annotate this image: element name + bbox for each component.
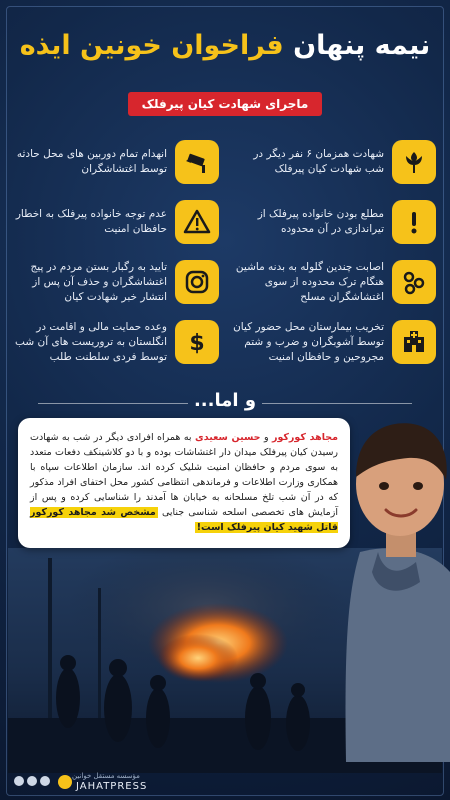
telegram-icon: [14, 776, 24, 786]
dollar-icon: [175, 320, 219, 364]
fact-item: [231, 318, 436, 366]
footer: [10, 772, 440, 794]
web-icon: [40, 776, 50, 786]
fact-text: تایید به رگبار بستن مردم در پیج اغتشاشگران و حذف آن پس از انتشار خبر شهادت کیان: [30, 260, 167, 303]
story-highlight: مشخص شد مجاهد کورکور قاتل شهید کیان پیرفلک است!: [30, 507, 338, 533]
cctv-icon: [175, 140, 219, 184]
fact-text: مطلع بودن خانواده پیرفلک از تیراندازی در آن محدوده: [257, 208, 384, 235]
hospital-icon: [392, 320, 436, 364]
subtitle-wrap: [0, 92, 450, 116]
story-card: [18, 418, 350, 548]
fact-text: انهدام تمام دوربین های محل حادثه توسط اغتشاشگران: [16, 148, 167, 175]
instagram-small-icon: [27, 776, 37, 786]
fact-text: تخریب بیمارستان محل حضور کیان توسط آشوبگران و ضرب و شتم مجروحین و حافظان امنیت: [233, 320, 384, 363]
footer-subtitle: مؤسسه مستقل خوانین: [72, 772, 140, 780]
fact-item: [14, 198, 219, 246]
fact-text: اصابت چندین گلوله به بدنه ماشین هنگام ترک محدوده از سوی اغتشاشگران مسلح: [235, 260, 384, 303]
footer-brand: JAHATPRESS: [76, 781, 148, 792]
fact-item: [231, 138, 436, 186]
warning-icon: [175, 200, 219, 244]
fact-item: [14, 318, 219, 366]
boy-photo: [338, 402, 450, 762]
page-title: [0, 30, 450, 61]
bullets-icon: [392, 260, 436, 304]
social-icons: [14, 776, 50, 786]
story-body: به همراه افرادی دیگر در شب به شهادت رسیدن کیان پیرفلک میدان دار اغتشاشات بوده و با دو کلاشینکف دفعات متعدد به سوی مردم و حافظان امنیت شلیک کرده اند. سازمان اطلاعات سپاه با همکاری وزارت اطلاعات و فرماندهی انتظامی کشور محل اختفای افراد مذکور که در آن شب تلخ مسلحانه به خیابان ها آمدند را شناسایی کرده و پس از آزمایش های تخصصی اسلحه شناسی جنایی: [30, 432, 338, 518]
facts-grid: [14, 138, 436, 370]
fact-text: شهادت همزمان ۶ نفر دیگر در شب شهادت کیان پیرفلک: [253, 148, 384, 175]
instagram-icon: [175, 260, 219, 304]
fact-text: وعده حمایت مالی و اقامت در انگلستان به تروریست های آن شب توسط فردی سلطنت طلب: [15, 320, 167, 363]
title-part2: فراخوان خونین ایذه: [19, 30, 284, 61]
story-text: [30, 430, 338, 535]
jahat-logo-icon: [58, 775, 72, 789]
fact-item: [231, 198, 436, 246]
fact-text: عدم توجه خانواده پیرفلک به اخطار حافظان امنیت: [15, 208, 167, 235]
name-hossein: حسین سعیدی: [195, 432, 261, 443]
fact-item: [14, 138, 219, 186]
name-mojahed: مجاهد کورکور: [271, 432, 338, 443]
fact-item: [14, 258, 219, 306]
svg-text:$: $: [189, 331, 205, 356]
fact-item: [231, 258, 436, 306]
and-but-heading: و اما...: [193, 390, 257, 411]
subtitle-badge: ماجرای شهادت کیان پیرفلک: [128, 92, 323, 116]
flower-icon: [392, 140, 436, 184]
exclamation-icon: [392, 200, 436, 244]
conj-text: و: [260, 432, 272, 443]
title-part1: نیمه پنهان: [293, 30, 431, 61]
